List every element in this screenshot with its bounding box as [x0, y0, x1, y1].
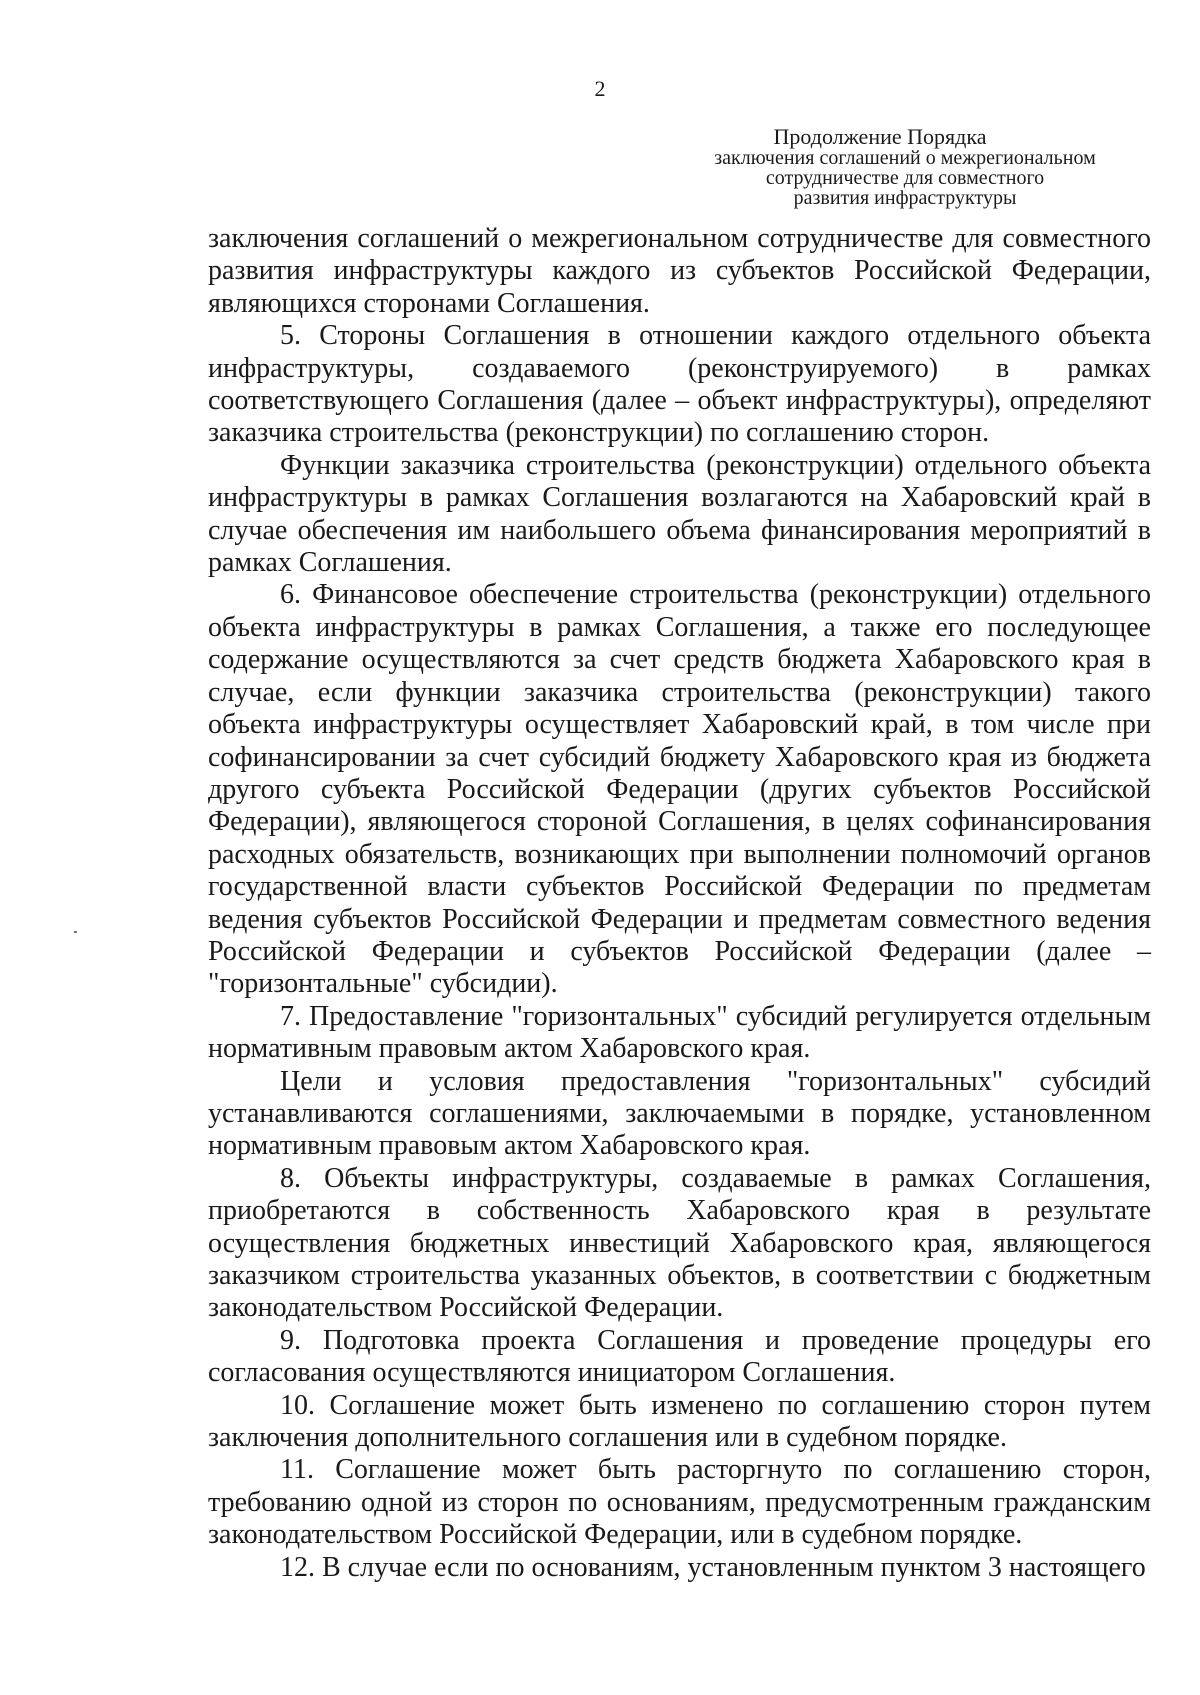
paragraph-clause-7: 7. Предоставление "горизонтальных" субсидий регулируется отдельным нормативным правовым актом Хабаровского края.: [208, 1000, 1151, 1065]
header-subtitle-line: сотрудничестве для совместного: [765, 167, 1045, 189]
scan-speck: [74, 931, 77, 933]
paragraph-clause-8: 8. Объекты инфраструктуры, создаваемые в рамках Соглашения, приобретаются в собственность Хабаровского края в результате осуществления бюджетных инвестиций Хабаровского края, являющегося заказчиком строительства указанных объектов, в соответствии с бюджетным законодательством Российской Федерации.: [208, 1162, 1151, 1324]
document-body: [208, 223, 1151, 1584]
paragraph-clause-11: 11. Соглашение может быть расторгнуто по соглашению сторон, требованию одной из сторон по основаниям, предусмотренным гражданским законодательством Российской Федерации, или в судебном порядке.: [208, 1454, 1151, 1551]
paragraph-customer-functions: Функции заказчика строительства (реконструкции) отдельного объекта инфраструктуры в рамках Соглашения возлагаются на Хабаровский край в случае обеспечения им наибольшего объема финансирования мероприятий в рамках Соглашения.: [208, 449, 1151, 579]
page-number: 2: [594, 76, 606, 101]
header-subtitle: [670, 148, 1140, 208]
header-subtitle-line: заключения соглашений о межрегиональном: [714, 147, 1096, 169]
paragraph-clause-6: 6. Финансовое обеспечение строительства (реконструкции) отдельного объекта инфраструктуры в рамках Соглашения, а также его последующее содержание осуществляются за счет средств бюджета Хабаровского края в случае, если функции заказчика строительства (реконструкции) такого объекта инфраструктуры осуществляет Хабаровский край, в том числе при софинансировании за счет субсидий бюджету Хабаровского края из бюджета другого субъекта Российской Федерации (других субъектов Российской Федерации), являющегося стороной Соглашения, в целях софинансирования расходных обязательств, возникающих при выполнении полномочий органов государственной власти субъектов Российской Федерации по предметам ведения субъектов Российской Федерации и предметам совместного ведения Российской Федерации и субъектов Российской Федерации (далее – "горизонтальные" субсидии).: [208, 579, 1151, 1000]
paragraph-clause-10: 10. Соглашение может быть изменено по соглашению сторон путем заключения дополнительного соглашения или в судебном порядке.: [208, 1389, 1151, 1454]
header-subtitle-line: развития инфраструктуры: [793, 187, 1017, 209]
paragraph-clause-5: 5. Стороны Соглашения в отношении каждого отдельного объекта инфраструктуры, создаваемого (реконструируемого) в рамках соответствующего Соглашения (далее – объект инфраструктуры), определяют заказчика строительства (реконструкции) по соглашению сторон.: [208, 320, 1151, 449]
paragraph-clause-12: 12. В случае если по основаниям, установленным пунктом 3 настоящего: [280, 1551, 1146, 1583]
paragraph-subsidy-goals: Цели и условия предоставления "горизонтальных" субсидий устанавливаются соглашениями, заключаемыми в порядке, установленном нормативным правовым актом Хабаровского края.: [208, 1065, 1151, 1162]
paragraph-continuation: заключения соглашений о межрегиональном сотрудничестве для совместного развития инфраструктуры каждого из субъектов Российской Федерации, являющихся сторонами Соглашения.: [208, 223, 1151, 319]
header-title: Продолжение Порядка: [773, 124, 987, 149]
paragraph-clause-9: 9. Подготовка проекта Соглашения и проведение процедуры его согласования осуществляются инициатором Соглашения.: [208, 1324, 1151, 1389]
